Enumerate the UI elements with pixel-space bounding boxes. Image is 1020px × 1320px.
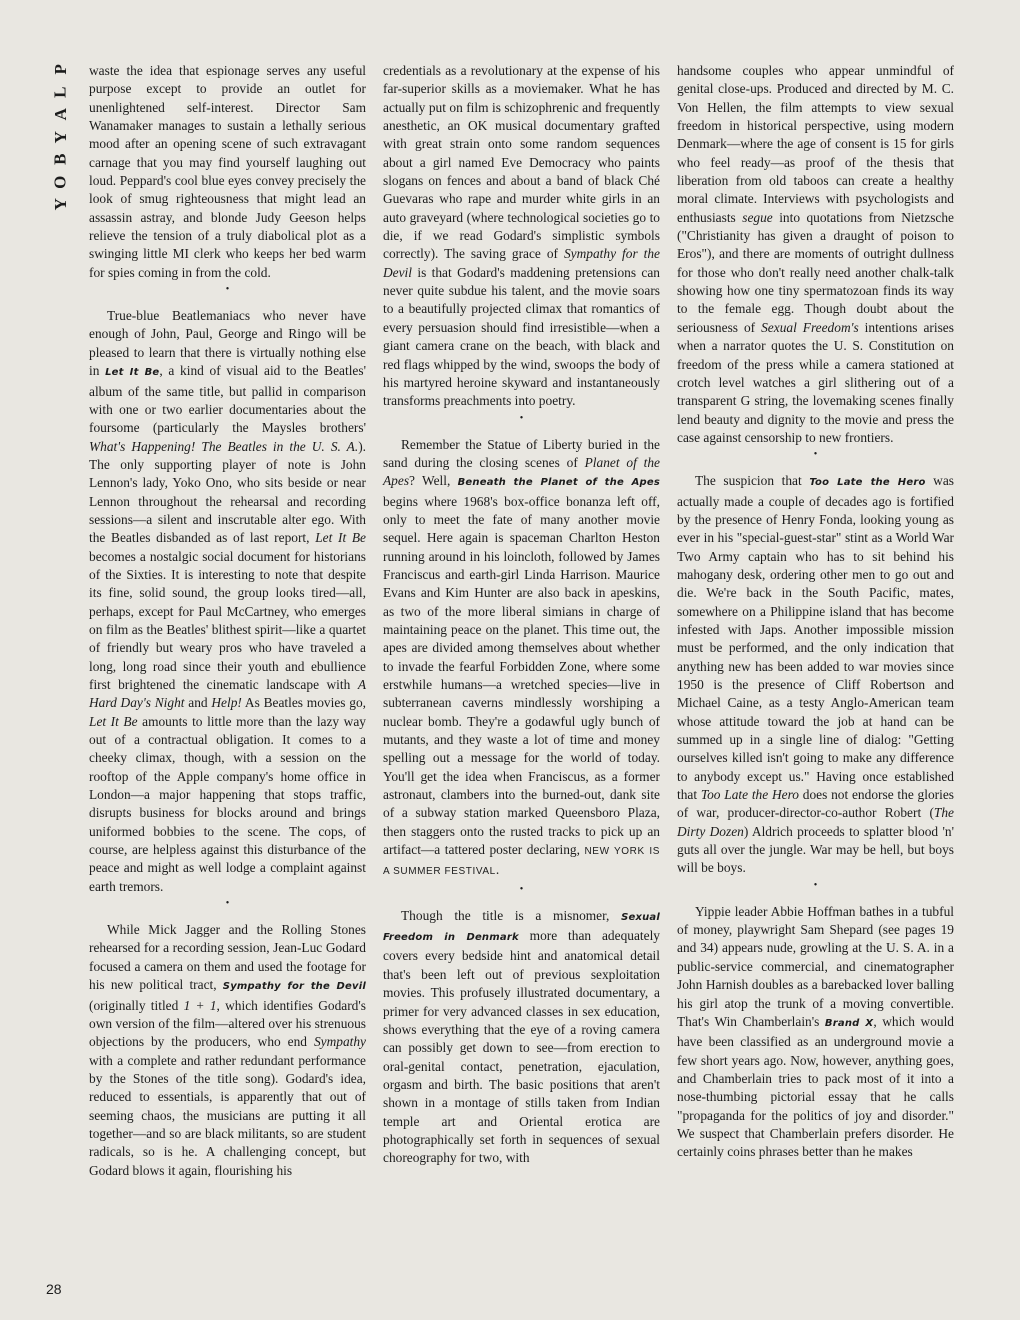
paragraph: Remember the Statue of Liberty buried in the sand during the closing scenes of Planet of the Apes? Well, Beneath the Planet of the Apes begins where 1968's box-office bonanza left off, only to meet the fate of many another movie sequel. Here again is spaceman Charlton Heston running around in his loincloth, followed by James Franciscus and earth-girl Linda Harrison. Maurice Evans and Kim Hunter are also back in apeskins, as two of the more liberal simians in charge of maintaining peace on the planet. This time out, the apes are divided among themselves about whether to invade the fearful Forbidden Zone, where some erstwhile humans—a wretched species—live in subterranean caverns mindlessly worshiping a nuclear bomb. They're a godawful ugly bunch of mutants, and they waste a lot of time and money spelling out a message for the world of today. You'll get the idea when Franciscus, as a former astronaut, clambers into the burned-out, dank site of a subway station marked Queensboro Plaza, then staggers onto the rusted tracks to pick up an artifact—a tattered poster declaring, NEW YORK IS A SUMMER FESTIVAL. — [383, 436, 660, 878]
film-title: Beneath the Planet of the Apes — [457, 477, 660, 489]
paragraph: waste the idea that espionage serves any useful purpose except to provide an outlet for unenlightened self-interest. Director Sam Wanamaker manages to sustain a lethally serious mood after an opening scene of such extravagant carnage that you may find yourself laughing out loud. Peppard's cool blue eyes convey precisely the look of smug righteousness that might lead an assassin astray, and blonde Judy Geeson helps relieve the tension of a truly diabolical plot as a swinging little MI clerk who keeps her bed warm for spies coming in from the cold. — [89, 63, 366, 280]
section-separator: • — [519, 412, 524, 424]
film-title: Sympathy for the Devil — [222, 981, 366, 993]
text-column-3 — [677, 62, 954, 1162]
section-separator: • — [813, 449, 818, 461]
masthead-letter: L — [50, 86, 70, 98]
masthead-letter: Y — [50, 130, 70, 143]
film-title: Sexual Freedom in Denmark — [383, 911, 660, 944]
paragraph: True-blue Beatlemaniacs who never have enough of John, Paul, George and Ringo will be pleased to learn that there is virtually nothing else in Let It Be, a kind of visual aid to the Beatles' album of the same title, but pallid in comparison with one or two earlier documentaries about the foursome (particularly the Maysles brothers' What's Happening! The Beatles in the U. S. A.). The only supporting player of note is John Lennon's lady, Yoko Ono, who sits beside or near Lennon throughout the rehearsal and recording sessions—a silent and inscrutable alter ego. With the Beatles disbanded as of last report, Let It Be becomes a nostalgic social document for historians of the Sixties. It is interesting to note that despite its fine, solid sound, the group looks tired—all, perhaps, except for Paul McCartney, who emerges on film as the Beatles' blithest spirit—like a quartet of friendly but weary pros who have traveled a long, long road since their youth and ebullience first brightened the cinematic landscape with A Hard Day's Night and Help! As Beatles movies go, Let It Be amounts to little more than the lazy way out of a contractual obligation. It comes to a cheeky climax, though, with a session on the rooftop of the Apple company's home office in London—a major happening that stops traffic, disrupts business for blocks around and brings uniformed bobbies to the scene. The cops, of course, are helpless against this disturbance of the peace and might as well lodge a complaint against earth tremors. — [89, 308, 367, 894]
masthead-letter: O — [50, 175, 70, 189]
paragraph: Though the title is a misnomer, Sexual Freedom in Denmark more than adequately covers every bedside hint and anatomical detail that's been left out of previous sexploitation movies. This profusely illustrated documentary, a primer for very advanced classes in sex education, shows everything that the eye of a roving camera can possibly get down to see—from erection to oral-genital contact, penetration, ejaculation, orgasm and birth. The basic positions that aren't shown in a montage of stills taken from Indian temple art and Oriental erotica are photographically set forth in sequences of sexual choreography for two, with — [383, 907, 660, 1166]
paragraph: Yippie leader Abbie Hoffman bathes in a tubful of money, playwright Sam Shepard (see pages 19 and 34) appears nude, growling at the U. S. A. in a public-service commercial, and cinematographer John Harnish doubles as a barebacked lover balling his girl atop the trunk of a moving convertible. That's Win Chamberlain's Brand X, which would have been classified as an underground movie a few short years ago. Now, however, anything goes, and Chamberlain tries to pack most of it into a nose-thumbing pictorial essay that he calls "propaganda for the politics of joy and disorder." We suspect that Chamberlain prefers disorder. He certainly coins phrases better than he makes — [677, 903, 954, 1160]
film-title: Too Late the Hero — [809, 477, 926, 489]
paragraph: handsome couples who appear unmindful of genital close-ups. Produced and directed by M. C. Von Hellen, the film attempts to view sexual freedom in historical perspective, using modern Denmark—where the age of consent is 15 for girls who feel ready—as proof of the thesis that liberation from old taboos can create a healthy moral climate. Interviews with psychologists and enthusiasts segue into quotations from Nietzsche ("Christianity has given a draught of poison to Eros"), and there are moments of outright dullness for those who don't really need another chalk-talk showing how one tiny spermatozoan finds its way to the female egg. Though doubt about the seriousness of Sexual Freedom's intentions arises when a narrator quotes the U. S. Constitution on freedom of the press while a camera stationed at crotch level watches a girl slithering out of a transparent G string, the lovemaking scenes finally lend beauty and dignity to the movie and press the case against censorship to new frontiers. — [677, 63, 954, 445]
masthead-letter: Y — [50, 198, 70, 211]
paragraph: credentials as a revolutionary at the expense of his far-superior skills as a moviemaker. What he has actually put on film is schizophrenic and frequently anesthetic, an OK musical documentary grafted with great strain onto some random sequences about a girl named Eve Democracy who paints slogans on fences and about a band of black Ché Guevaras who rape and murder white girls in an auto graveyard (where technological societies go to die, if we read Godard's simplistic symbols correctly). The saving grace of Sympathy for the Devil is that Godard's maddening pretensions can never quite subdue his talent, and the movie soars to a beautifully projected climax that romantics of every persuasion should find irresistible—when a giant camera crane on the beach, with black and red flags whipped by the wind, swoops the body of his martyred heroine skyward and instantaneously transforms preachments into poetry. — [383, 63, 660, 409]
masthead-letter: B — [50, 153, 70, 165]
section-separator: • — [813, 879, 818, 891]
text-column-1 — [89, 62, 366, 1180]
film-title: Let It Be — [105, 367, 160, 379]
text-column-2 — [383, 62, 660, 1168]
film-title: Brand X — [824, 1017, 874, 1029]
playboy-masthead — [48, 58, 74, 216]
section-separator: • — [519, 883, 524, 895]
masthead-letter: P — [50, 64, 70, 75]
paragraph: The suspicion that Too Late the Hero was actually made a couple of decades ago is fortified by the presence of Henry Fonda, looking young as ever in his "special-guest-star" stint as a World War Two Army captain who has to sit behind his mahogany desk, ordering other men to go out and die. We're back in the South Pacific, mates, somewhere on a Philippine island that has become infested with Japs. Another impossible mission must be performed, and the only indication that anything new has been added to war movies since 1950 is the presence of Cliff Robertson and Michael Caine, as a testy Anglo-American team whose attitude toward the job at hand can be summed up in a single line of dialog: "Getting ourselves killed isn't going to make any difference to anybody except us." Having once established that Too Late the Hero does not endorse the glories of war, producer-director-co-author Robert (The Dirty Dozen) Aldrich proceeds to splatter blood 'n' guts all over the jungle. War may be hell, but boys will be boys. — [677, 473, 954, 876]
paragraph: While Mick Jagger and the Rolling Stones rehearsed for a recording session, Jean-Luc Godard focused a camera on them and used the footage for his new political tract, Sympathy for the Devil (originally titled 1 + 1, which identifies Godard's own version of the film—altered over his strenuous objections by the producers, who end Sympathy with a complete and rather redundant performance by the Stones of the title song). Godard's idea, reduced to essentials, is apparently that out of seeming chaos, the musicians are putting it all together—and so are black militants, so are student radicals, so is he. A challenging concept, but Godard blows it again, flourishing his — [89, 922, 366, 1178]
section-separator: • — [225, 898, 230, 910]
page-number: 28 — [46, 1281, 62, 1297]
masthead-letter: A — [50, 108, 70, 121]
section-separator: • — [225, 284, 230, 296]
